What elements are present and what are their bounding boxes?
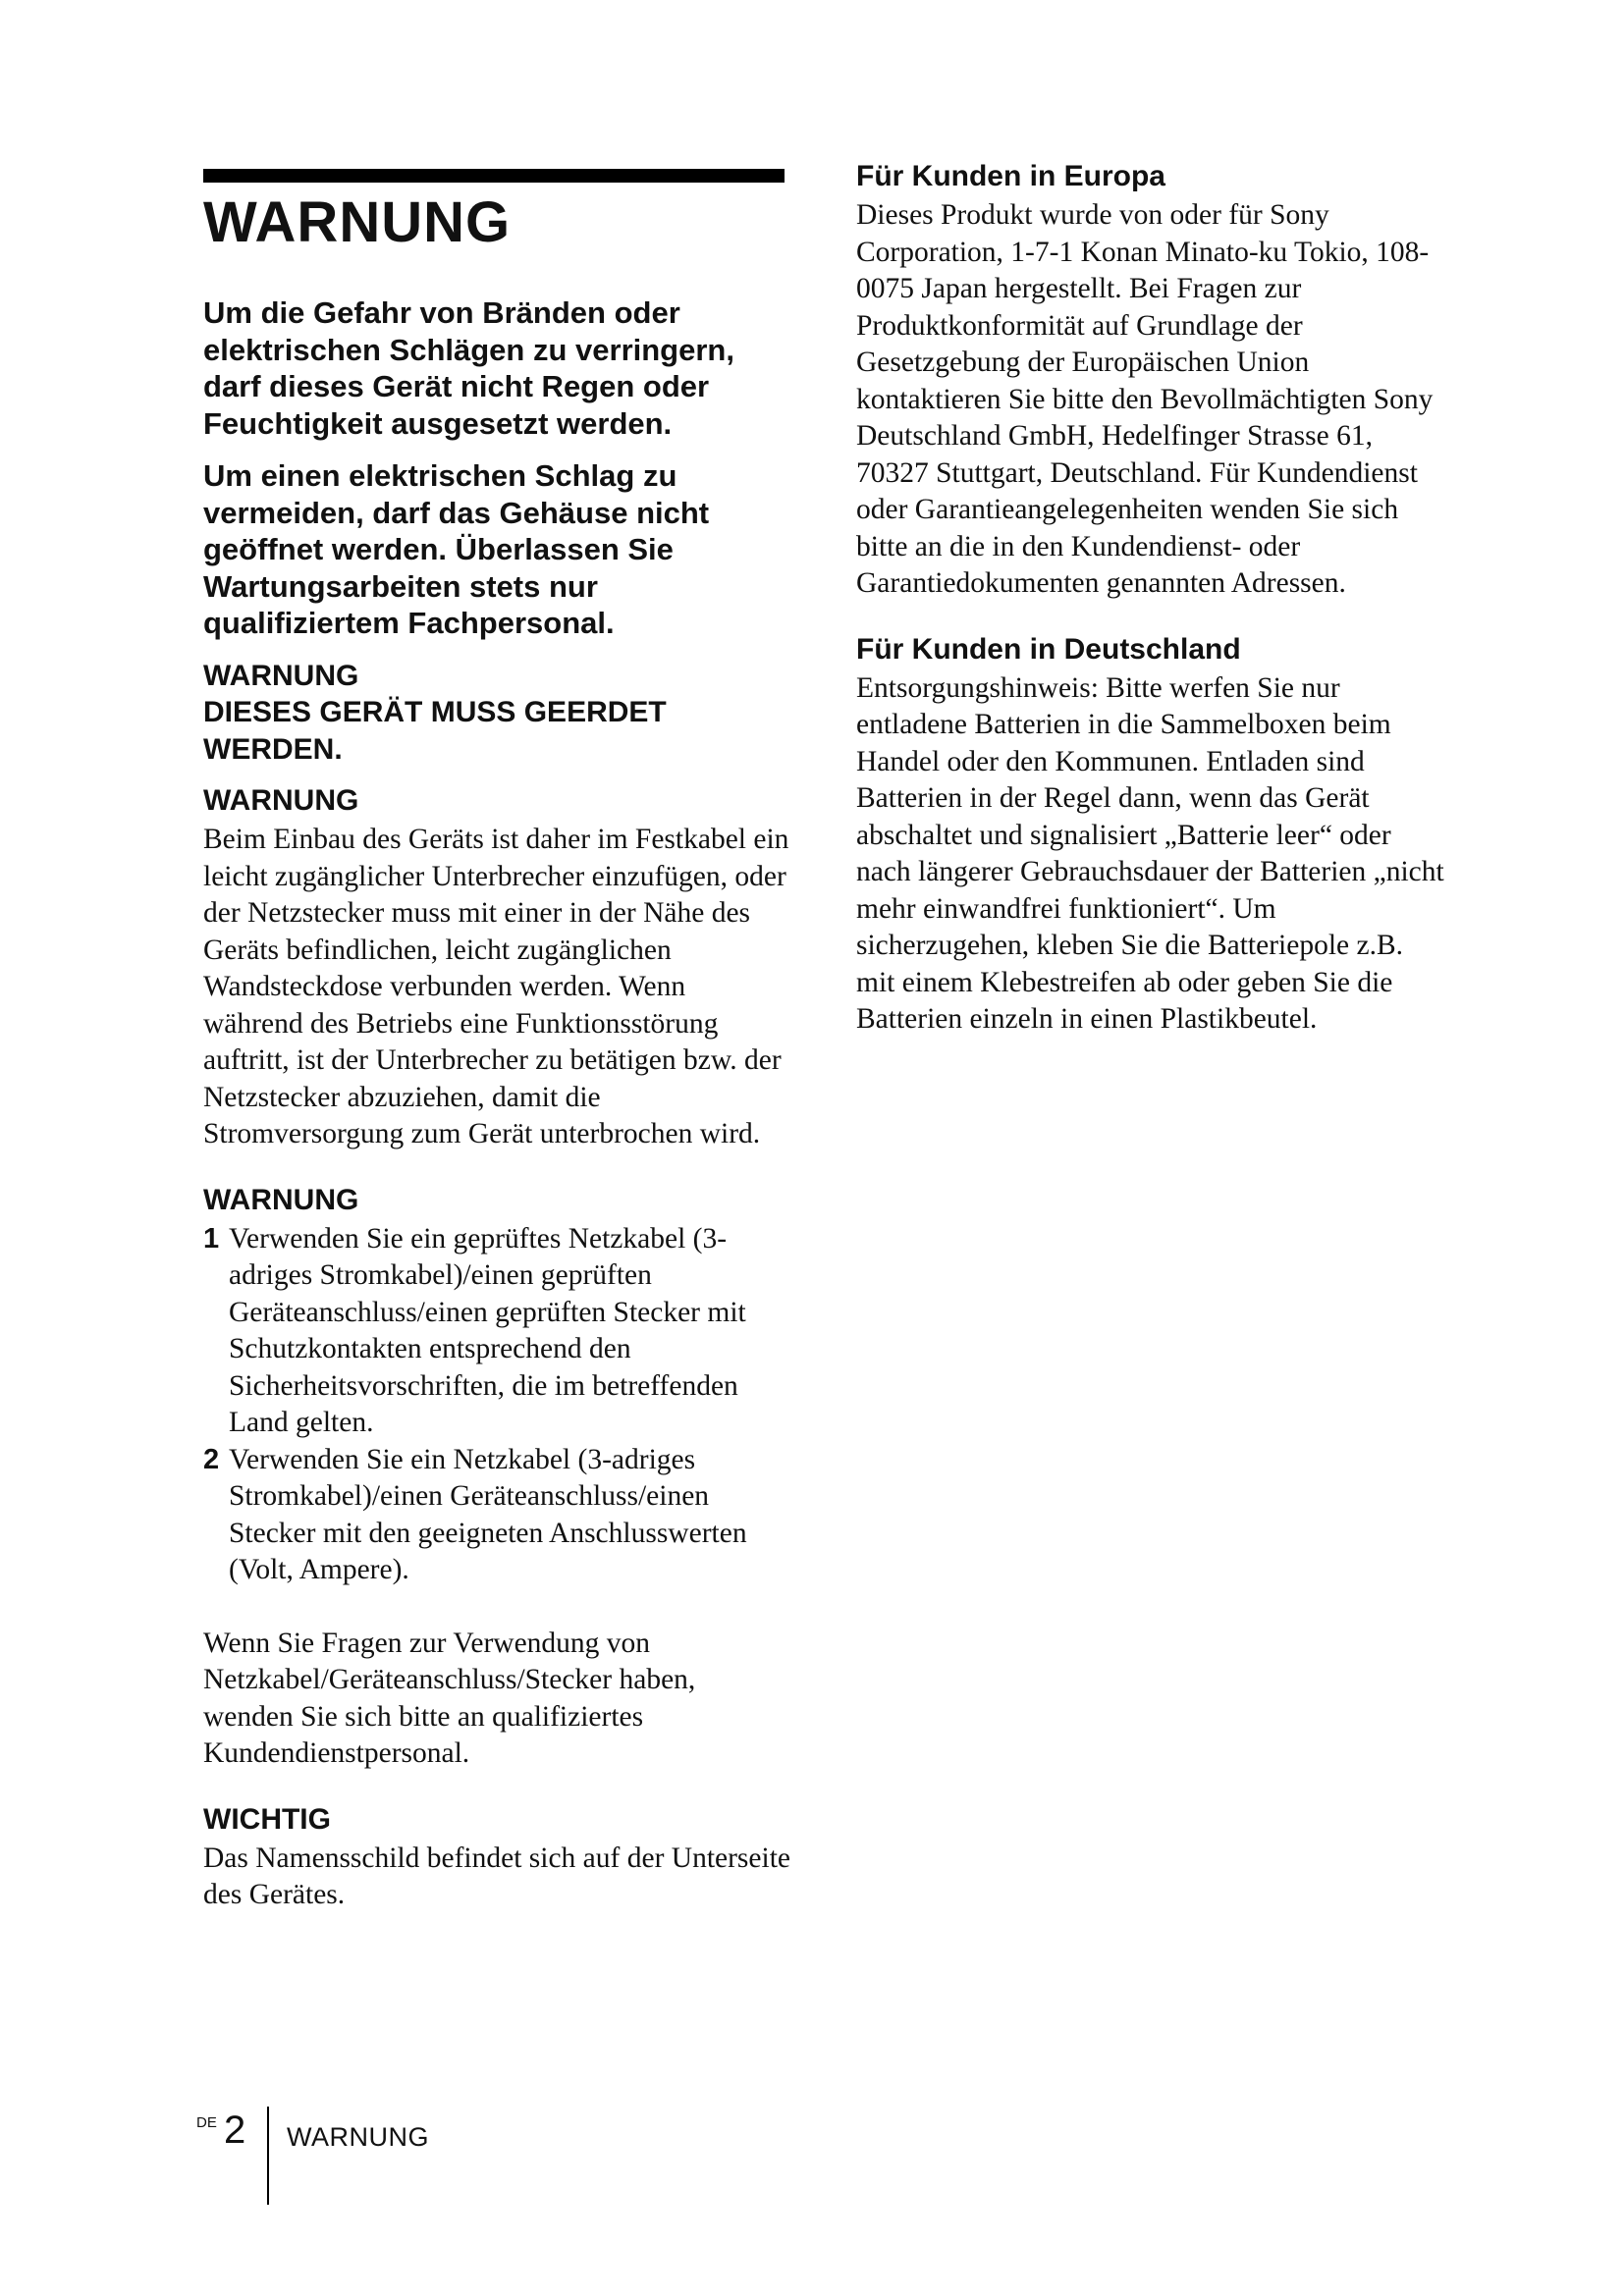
list-item-number: 2 bbox=[203, 1443, 220, 1475]
page-title: WARNUNG bbox=[203, 190, 512, 254]
footer-section-label: WARNUNG bbox=[287, 2122, 429, 2152]
language-code: DE bbox=[196, 2114, 217, 2131]
list-item-number: 1 bbox=[203, 1222, 220, 1255]
wichtig-heading: WICHTIG bbox=[203, 1802, 331, 1836]
cable-warning-followup: Wenn Sie Fragen zur Verwendung von Netzkabel/Geräteanschluss/Stecker haben, wenden Sie sich bitte an qualifiziertes Kundendienstpersonal. bbox=[203, 1627, 696, 1769]
ground-warning bbox=[203, 658, 792, 769]
list-item bbox=[203, 1442, 792, 1589]
cable-warning-list bbox=[203, 1221, 792, 1589]
footer-divider bbox=[267, 2107, 269, 2205]
list-item bbox=[203, 1221, 792, 1442]
europe-text: Dieses Produkt wurde von oder für Sony Corporation, 1-7-1 Konan Minato-ku Tokio, 108-0075 Japan hergestellt. Bei Fragen zur Produktkonformität auf Grundlage der Gesetzgebung der Europäischen Union kontaktieren Sie bitte den Bevollmächtigten Sony Deutschland GmbH, Hedelfinger Strasse 61, 70327 Stuttgart, Deutschland. Für Kundendienst oder Garantieangelegenheiten wenden Sie sich bitte an die in den Kundendienst- oder Garantiedokumenten genannten Adressen. bbox=[856, 199, 1434, 599]
shock-warning-text: Um einen elektrischen Schlag zu vermeiden, darf das Gehäuse nicht geöffnet werden. Überlassen Sie Wartungsarbeiten stets nur qualifiziertem Fachpersonal. bbox=[203, 458, 710, 640]
install-warning-text: Beim Einbau des Geräts ist daher im Festkabel ein leicht zugänglicher Unterbrecher einzufügen, oder der Netzstecker muss mit einer in der Nähe des Geräts befindlichen, leicht zugänglichen Wandsteckdose verbunden werden. Wenn während des Betriebs eine Funktionsstörung auftritt, ist der Unterbrecher zu betätigen bzw. der Netzstecker abzuziehen, damit die Stromversorgung zum Gerät unterbrochen wird. bbox=[203, 824, 789, 1149]
page-number: 2 bbox=[224, 2109, 246, 2152]
list-item-text: Verwenden Sie ein Netzkabel (3-adriges Stromkabel)/einen Geräteanschluss/einen Stecker mit den geeigneten Anschlusswerten (Volt, Ampere). bbox=[229, 1443, 747, 1585]
left-column bbox=[203, 169, 792, 1944]
install-warning-heading: WARNUNG bbox=[203, 784, 359, 817]
list-item-text: Verwenden Sie ein geprüftes Netzkabel (3-adriges Stromkabel)/einen geprüften Geräteanschluss/einen geprüften Stecker mit Schutzkontakten entsprechend den Sicherheitsvorschriften, die im betreffenden Land gelten. bbox=[229, 1222, 746, 1438]
cable-warning-section bbox=[203, 1183, 792, 1773]
fire-warning-text: Um die Gefahr von Bränden oder elektrischen Schlägen zu verringern, darf dieses Gerät nicht Regen oder Feuchtigkeit ausgesetzt werden. bbox=[203, 295, 734, 441]
ground-warning-text: DIESES GERÄT MUSS GEERDET WERDEN. bbox=[203, 696, 667, 766]
germany-text: Entsorgungshinweis: Bitte werfen Sie nur entladene Batterien in die Sammelboxen beim Handel oder den Kommunen. Entladen sind Batterien in der Regel dann, wenn das Gerät abschaltet und signalisiert „Batterie leer“ oder nach längerer Gebrauchsdauer der Batterien „nicht mehr einwandfrei funktioniert“. Um sicherzugehen, kleben Sie die Batteriepole z.B. mit einem Klebestreifen ab oder geben Sie die Batterien einzeln in einen Plastikbeutel. bbox=[856, 671, 1444, 1035]
germany-section bbox=[856, 632, 1445, 1039]
right-column bbox=[856, 159, 1445, 1068]
europe-section bbox=[856, 159, 1445, 603]
wichtig-section bbox=[203, 1802, 792, 1914]
europe-heading: Für Kunden in Europa bbox=[856, 160, 1165, 192]
title-rule bbox=[203, 169, 785, 183]
germany-heading: Für Kunden in Deutschland bbox=[856, 632, 1241, 666]
ground-warning-label: WARNUNG bbox=[203, 659, 359, 692]
cable-warning-heading: WARNUNG bbox=[203, 1183, 359, 1216]
wichtig-text: Das Namensschild befindet sich auf der Unterseite des Gerätes. bbox=[203, 1842, 790, 1910]
install-warning-section bbox=[203, 783, 792, 1153]
